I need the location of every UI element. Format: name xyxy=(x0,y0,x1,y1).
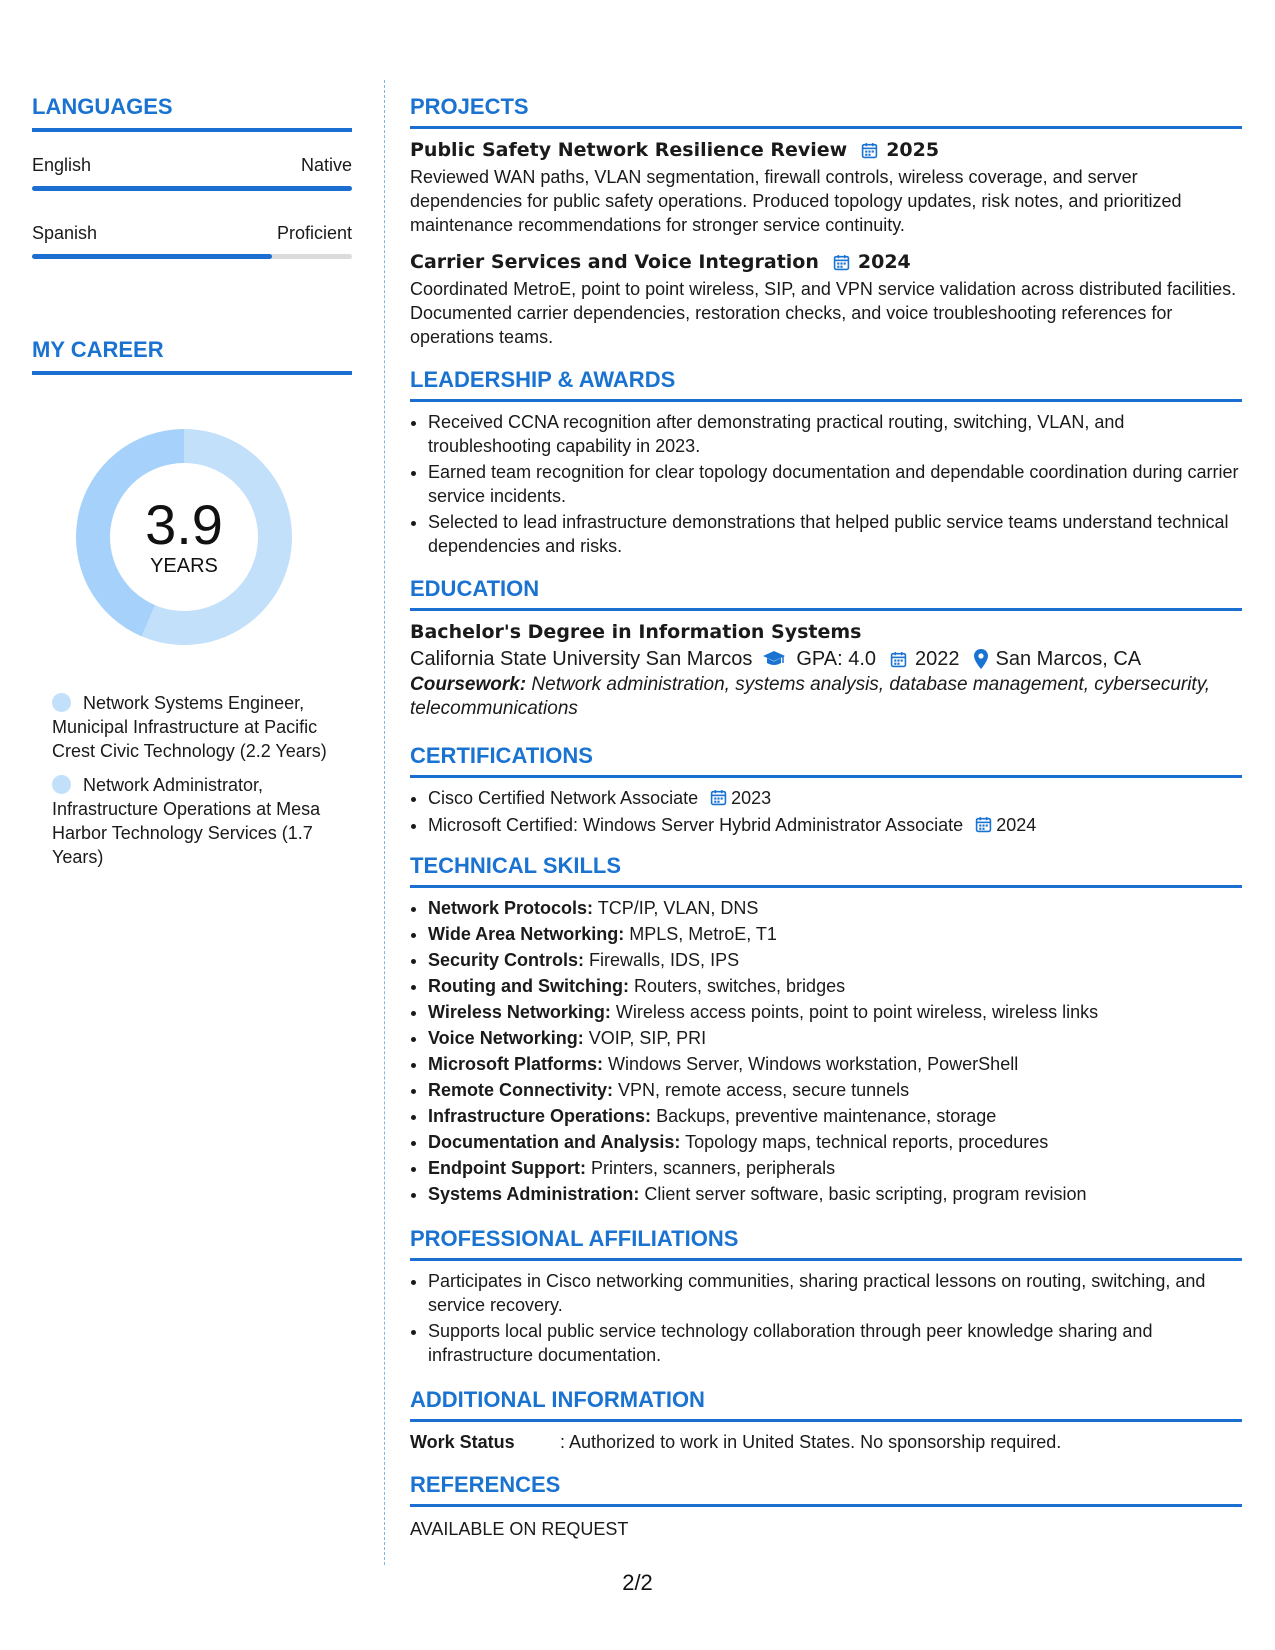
skill-label: Infrastructure Operations: xyxy=(428,1106,652,1126)
language-level: Proficient xyxy=(276,223,352,243)
skill-value: MPLS, MetroE, T1 xyxy=(629,924,777,944)
skill-label: Microsoft Platforms: xyxy=(428,1054,604,1074)
dot-icon xyxy=(52,775,71,794)
calendar-icon xyxy=(861,142,878,159)
skills-list xyxy=(410,896,1242,1206)
dot-icon xyxy=(52,693,71,712)
project-name: Carrier Services and Voice Integration xyxy=(410,251,819,273)
references-rule xyxy=(410,1504,1242,1507)
certifications-list xyxy=(410,786,1242,837)
skill-value: Client server software, basic scripting, program revision xyxy=(644,1184,1087,1204)
references-title: REFERENCES xyxy=(410,1472,561,1497)
language-name: English xyxy=(32,155,92,175)
language-name: Spanish xyxy=(32,223,98,243)
list-item: • Selected to lead infrastructure demonstrations that helped public service teams understand technical dependencies and risks. xyxy=(428,510,1242,558)
career-years-unit: YEARS xyxy=(150,555,218,577)
education-details xyxy=(410,645,1242,673)
skill-item xyxy=(428,1078,1242,1102)
certification-name: Microsoft Certified: Windows Server Hybrid Administrator Associate xyxy=(428,815,964,835)
skill-item xyxy=(428,1104,1242,1128)
languages-rule xyxy=(32,128,352,132)
right-column xyxy=(410,92,1242,1541)
skill-value: Windows Server, Windows workstation, PowerShell xyxy=(608,1054,1019,1074)
skills-rule xyxy=(410,885,1242,888)
calendar-icon xyxy=(890,651,907,668)
skill-item xyxy=(428,1000,1242,1024)
career-donut xyxy=(64,417,304,657)
skill-value: VPN, remote access, secure tunnels xyxy=(618,1080,910,1100)
additional-title: ADDITIONAL INFORMATION xyxy=(410,1387,705,1412)
coursework-text: Network administration, systems analysis, database management, cybersecurity, telecommunications xyxy=(410,674,1211,719)
skill-label: Systems Administration: xyxy=(428,1184,640,1204)
language-bar xyxy=(32,186,352,191)
certification-year: 2024 xyxy=(996,815,1037,835)
career-item xyxy=(32,691,352,763)
education-coursework xyxy=(410,673,1242,721)
language-item xyxy=(32,154,352,191)
project-year: 2025 xyxy=(886,139,940,161)
languages-title: LANGUAGES xyxy=(32,94,173,119)
skill-value: Firewalls, IDS, IPS xyxy=(589,950,740,970)
graduation-cap-icon xyxy=(762,650,786,668)
education-location: San Marcos, CA xyxy=(995,648,1142,670)
column-divider xyxy=(384,80,385,1565)
project-year: 2024 xyxy=(857,251,911,273)
skill-label: Wide Area Networking: xyxy=(428,924,625,944)
skill-item xyxy=(428,948,1242,972)
certification-year: 2023 xyxy=(731,788,772,808)
affiliations-rule xyxy=(410,1258,1242,1261)
language-bar-fill xyxy=(32,186,352,191)
skill-item xyxy=(428,1026,1242,1050)
certifications-rule xyxy=(410,775,1242,778)
skill-value: Routers, switches, bridges xyxy=(634,976,846,996)
education-rule xyxy=(410,608,1242,611)
skill-value: Printers, scanners, peripherals xyxy=(590,1158,836,1178)
list-item: • Received CCNA recognition after demonstrating practical routing, switching, VLAN, and troubleshooting capability in 2023. xyxy=(428,410,1242,458)
skill-label: Wireless Networking: xyxy=(428,1002,611,1022)
language-level: Native xyxy=(300,155,352,175)
list-item: • Earned team recognition for clear topology documentation and dependable coordination during carrier service incidents. xyxy=(428,460,1242,508)
skill-item xyxy=(428,1052,1242,1076)
skill-item xyxy=(428,1182,1242,1206)
skill-label: Voice Networking: xyxy=(428,1028,584,1048)
skill-item xyxy=(428,1156,1242,1180)
skill-value: TCP/IP, VLAN, DNS xyxy=(597,898,759,918)
coursework-label: Coursework: xyxy=(410,674,527,695)
career-title: MY CAREER xyxy=(32,337,164,362)
skill-item xyxy=(428,922,1242,946)
education-degree: Bachelor's Degree in Information Systems xyxy=(410,621,862,643)
certifications-title: CERTIFICATIONS xyxy=(410,743,593,768)
language-bar-fill xyxy=(32,254,272,259)
references-text: AVAILABLE ON REQUEST xyxy=(410,1519,629,1539)
education-school: California State University San Marcos xyxy=(410,648,753,670)
skills-title: TECHNICAL SKILLS xyxy=(410,853,622,878)
calendar-icon xyxy=(833,254,850,271)
certification-name: Cisco Certified Network Associate xyxy=(428,788,699,808)
career-item-text: Network Systems Engineer, Municipal Infrastructure at Pacific Crest Civic Technology (2.2 Years) xyxy=(52,693,327,761)
career-item xyxy=(32,773,352,869)
projects-title: PROJECTS xyxy=(410,94,529,119)
affiliations-list xyxy=(410,1269,1242,1367)
skill-value: Topology maps, technical reports, procedures xyxy=(685,1132,1049,1152)
skill-item xyxy=(428,1130,1242,1154)
work-status-row xyxy=(410,1430,1242,1454)
left-column xyxy=(32,92,352,869)
map-pin-icon xyxy=(974,649,988,669)
skill-label: Routing and Switching: xyxy=(428,976,629,996)
skill-item xyxy=(428,974,1242,998)
leadership-rule xyxy=(410,399,1242,402)
skill-label: Network Protocols: xyxy=(428,898,594,918)
skill-label: Remote Connectivity: xyxy=(428,1080,614,1100)
career-rule xyxy=(32,371,352,375)
project-description: Coordinated MetroE, point to point wireless, SIP, and VPN service validation across distributed facilities. Documented carrier dependencies, restoration checks, and voice troubleshooting references for operations teams. xyxy=(410,279,1237,347)
certification-item xyxy=(428,813,1242,837)
work-status-label: Work Status xyxy=(410,1432,515,1452)
project-item xyxy=(410,249,1242,349)
skill-label: Security Controls: xyxy=(428,950,585,970)
leadership-title: LEADERSHIP & AWARDS xyxy=(410,367,676,392)
certification-item xyxy=(428,786,1242,810)
education-title: EDUCATION xyxy=(410,576,540,601)
project-description: Reviewed WAN paths, VLAN segmentation, firewall controls, wireless coverage, and server dependencies for public safety operations. Produced topology updates, risk notes, and prioritized maintenance recommendations for stronger service continuity. xyxy=(410,167,1182,235)
skill-value: Wireless access points, point to point wireless, wireless links xyxy=(615,1002,1099,1022)
calendar-icon xyxy=(975,816,992,833)
career-item-text: Network Administrator, Infrastructure Operations at Mesa Harbor Technology Services (1.7 Years) xyxy=(52,775,321,867)
education-year: 2022 xyxy=(915,648,960,670)
language-item xyxy=(32,222,352,259)
language-bar xyxy=(32,254,352,259)
education-gpa: GPA: 4.0 xyxy=(796,648,877,670)
skill-label: Endpoint Support: xyxy=(428,1158,586,1178)
work-status-value: : Authorized to work in United States. No sponsorship required. xyxy=(560,1432,1062,1452)
project-item xyxy=(410,137,1242,237)
list-item: • Participates in Cisco networking communities, sharing practical lessons on routing, switching, and service recovery. xyxy=(428,1269,1242,1317)
affiliations-title: PROFESSIONAL AFFILIATIONS xyxy=(410,1226,739,1251)
leadership-list xyxy=(410,410,1242,558)
skill-label: Documentation and Analysis: xyxy=(428,1132,681,1152)
career-total-years: 3.9 xyxy=(145,493,223,556)
calendar-icon xyxy=(710,789,727,806)
projects-rule xyxy=(410,126,1242,129)
list-item: • Supports local public service technology collaboration through peer knowledge sharing and infrastructure documentation. xyxy=(428,1319,1242,1367)
skill-value: Backups, preventive maintenance, storage xyxy=(656,1106,997,1126)
page-indicator: 2/2 xyxy=(622,1570,653,1595)
additional-rule xyxy=(410,1419,1242,1422)
skill-value: VOIP, SIP, PRI xyxy=(588,1028,707,1048)
project-name: Public Safety Network Resilience Review xyxy=(410,139,848,161)
skill-item xyxy=(428,896,1242,920)
